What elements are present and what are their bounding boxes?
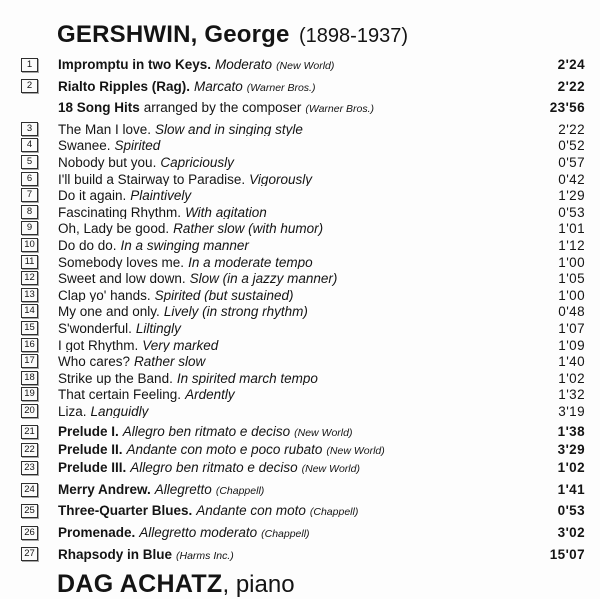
track-number-box: 3 — [21, 122, 38, 136]
track-duration: 1'01 — [558, 221, 585, 237]
track-title: Rialto Ripples (Rag). — [58, 79, 191, 94]
track-row — [21, 101, 585, 117]
track-row — [21, 123, 585, 137]
track-row — [21, 139, 585, 153]
track-row — [21, 388, 585, 402]
track-duration: 1'02 — [557, 460, 585, 476]
track-tempo-marking: Spirited — [114, 139, 161, 153]
artist-credit — [57, 570, 585, 599]
track-title: Do it again. — [58, 189, 127, 203]
track-text — [58, 139, 558, 153]
track-text — [58, 483, 558, 499]
track-number-box: 17 — [21, 354, 38, 368]
track-title: I got Rhythm. — [58, 338, 139, 353]
track-list — [21, 58, 585, 563]
track-publisher: (New World) — [326, 445, 385, 458]
track-text — [58, 526, 558, 542]
track-duration: 2'22 — [557, 78, 585, 94]
track-text — [58, 239, 558, 253]
track-tempo-marking: Liltingly — [135, 321, 181, 336]
track-tempo-marking: Allegretto moderato — [139, 526, 258, 541]
track-number-box: 9 — [21, 221, 38, 235]
track-title: My one and only. — [58, 305, 160, 319]
track-tempo-marking: Very marked — [142, 338, 219, 353]
track-publisher: (New World) — [294, 426, 353, 439]
artist-instrument: , piano — [222, 571, 295, 599]
track-text — [58, 58, 558, 74]
track-number-box: 15 — [21, 321, 38, 335]
track-duration: 1'38 — [557, 423, 585, 439]
track-row — [21, 461, 585, 477]
track-number-box: 21 — [21, 425, 38, 439]
track-number-box: 16 — [21, 338, 38, 352]
track-duration: 2'22 — [558, 121, 585, 137]
track-row — [21, 443, 585, 459]
track-row — [21, 405, 585, 419]
track-text — [58, 123, 558, 137]
track-duration: 1'32 — [558, 387, 585, 403]
track-number-box: 7 — [21, 188, 38, 202]
track-text — [58, 405, 558, 419]
track-duration: 2'24 — [557, 57, 585, 72]
track-text — [58, 289, 558, 303]
track-tempo-marking: Ardently — [185, 388, 235, 402]
track-title: Three-Quarter Blues. — [58, 504, 193, 519]
track-text — [58, 388, 558, 402]
track-tempo-marking: Allegretto — [154, 482, 212, 497]
track-number-box: 23 — [21, 461, 38, 475]
track-text — [58, 256, 558, 270]
track-tempo-marking: Marcato — [194, 79, 243, 94]
track-text — [58, 272, 558, 286]
track-title: Swanee. — [58, 139, 111, 153]
track-row — [21, 206, 585, 220]
track-duration: 0'53 — [558, 204, 585, 220]
track-publisher: (Chappell) — [215, 484, 265, 497]
track-text — [58, 206, 558, 220]
track-duration: 1'05 — [558, 271, 585, 287]
track-title: I'll build a Stairway to Paradise. — [58, 172, 246, 187]
track-number-box: 20 — [21, 404, 38, 418]
track-title: Oh, Lady be good. — [58, 222, 170, 236]
track-title: S'wonderful. — [58, 321, 132, 336]
track-text — [58, 372, 558, 386]
track-duration: 1'40 — [558, 354, 585, 370]
track-row — [21, 80, 585, 96]
track-publisher: (Chappell) — [261, 528, 310, 541]
track-title: Impromptu in two Keys. — [58, 58, 212, 72]
track-duration: 3'19 — [558, 403, 585, 419]
track-tempo-marking: Plaintively — [130, 189, 192, 203]
track-row — [21, 272, 585, 286]
track-number-box: 18 — [21, 371, 38, 385]
track-duration: 0'53 — [557, 503, 585, 519]
track-row — [21, 189, 585, 203]
track-text — [58, 189, 558, 203]
track-number-box: 25 — [21, 504, 38, 518]
track-title: Clap yo' hands. — [58, 288, 151, 303]
track-row — [21, 504, 585, 520]
composer-dates: (1898-1937) — [299, 25, 408, 47]
track-text — [58, 461, 558, 477]
track-row — [21, 425, 585, 441]
track-title: Do do do. — [58, 238, 117, 253]
track-title: Promenade. — [58, 526, 136, 541]
track-text — [58, 355, 558, 369]
track-title: Somebody loves me. — [58, 255, 185, 270]
track-number-box: 27 — [21, 547, 38, 561]
track-number-box: 4 — [21, 138, 38, 152]
track-duration: 1'02 — [558, 370, 585, 386]
track-number-box: 10 — [21, 238, 38, 252]
track-title: Prelude I. — [58, 424, 119, 439]
track-duration: 0'57 — [558, 154, 585, 170]
track-title: The Man I love. — [58, 122, 152, 137]
track-tempo-marking: Slow (in a jazzy manner) — [189, 272, 338, 286]
track-number-box: 19 — [21, 387, 38, 401]
track-number-box: 14 — [21, 304, 38, 318]
track-row — [21, 239, 585, 253]
track-title: Fascinating Rhythm. — [58, 205, 182, 220]
artist-name: DAG ACHATZ — [57, 570, 223, 599]
track-tempo-marking: Lively (in strong rhythm) — [163, 305, 308, 319]
track-number-box: 1 — [21, 58, 38, 72]
track-tempo-marking: Andante con moto e poco rubato — [126, 443, 323, 458]
track-row — [21, 355, 585, 369]
track-tempo-marking: Allegro ben ritmato e deciso — [122, 424, 291, 439]
album-header — [57, 21, 585, 52]
track-tempo-marking: In a moderate tempo — [188, 255, 313, 270]
track-tempo-marking: In spirited march tempo — [176, 371, 318, 386]
track-duration: 15'07 — [549, 546, 585, 562]
track-tempo-marking: Vigorously — [249, 172, 312, 187]
track-duration: 0'42 — [558, 171, 585, 187]
track-number-box: 13 — [21, 288, 38, 302]
track-text — [58, 504, 558, 520]
track-number-box: 6 — [21, 172, 38, 186]
track-title: Prelude III. — [58, 461, 127, 476]
track-row — [21, 322, 585, 336]
track-number-box: 26 — [21, 526, 38, 540]
track-tempo-marking: Languidly — [90, 404, 149, 419]
track-row — [21, 256, 585, 270]
track-tempo-marking: With agitation — [185, 205, 267, 220]
track-publisher: (Warner Bros.) — [246, 81, 316, 94]
track-duration: 1'09 — [558, 337, 585, 353]
track-publisher: (New World) — [301, 463, 360, 476]
track-row — [21, 173, 585, 187]
track-row — [21, 548, 585, 564]
track-title: Merry Andrew. — [58, 482, 151, 497]
track-number-box: 11 — [21, 255, 38, 269]
track-title: Prelude II. — [58, 443, 123, 458]
track-publisher: (Harms Inc.) — [176, 549, 234, 562]
track-publisher: (Warner Bros.) — [305, 103, 375, 116]
track-duration: 1'00 — [558, 287, 585, 303]
composer-name: GERSHWIN, George — [57, 21, 290, 48]
track-title: Strike up the Band. — [58, 371, 173, 386]
track-row — [21, 156, 585, 170]
track-text — [58, 339, 558, 353]
track-duration: 3'29 — [557, 442, 585, 458]
track-duration: 1'12 — [558, 237, 585, 253]
track-text — [58, 548, 550, 564]
track-tempo-marking: Rather slow — [134, 355, 206, 369]
track-number-box: 5 — [21, 155, 38, 169]
track-tempo-marking: Slow and in singing style — [155, 122, 303, 137]
track-text — [58, 443, 558, 459]
track-duration: 0'52 — [558, 138, 585, 154]
track-row — [21, 339, 585, 353]
track-tempo-marking: Andante con moto — [196, 504, 306, 519]
track-row — [21, 483, 585, 499]
track-tempo-marking: In a swinging manner — [120, 238, 249, 253]
track-title: Liza. — [58, 404, 87, 419]
track-row — [21, 372, 585, 386]
track-tempo-marking: Moderato — [215, 58, 273, 72]
track-publisher: (New World) — [276, 60, 335, 72]
track-title: Rhapsody in Blue — [58, 547, 173, 562]
track-tempo-marking: Capriciously — [160, 155, 234, 170]
track-number-box: 24 — [21, 483, 38, 497]
track-number-box: 2 — [21, 79, 38, 93]
track-row — [21, 222, 585, 236]
track-row — [21, 58, 585, 74]
track-title: Sweet and low down. — [58, 272, 186, 286]
track-tempo-marking: Allegro ben ritmato e deciso — [130, 461, 298, 476]
track-duration: 3'02 — [557, 525, 585, 541]
track-text — [58, 425, 558, 441]
track-publisher: (Chappell) — [309, 506, 359, 519]
track-title: That certain Feeling. — [58, 388, 182, 402]
track-title: 18 Song Hits — [58, 101, 140, 116]
track-title: Nobody but you. — [58, 155, 157, 170]
track-number-box: 8 — [21, 205, 38, 219]
track-text — [58, 322, 558, 336]
track-row — [21, 526, 585, 542]
track-text — [58, 156, 558, 170]
track-duration: 1'07 — [558, 320, 585, 336]
track-text — [58, 222, 558, 236]
track-duration: 1'00 — [558, 254, 585, 270]
track-text — [58, 101, 550, 117]
track-row — [21, 289, 585, 303]
track-tempo-marking: Spirited (but sustained) — [154, 288, 294, 303]
track-row — [21, 305, 585, 319]
track-duration: 1'41 — [557, 481, 585, 497]
track-duration: 23'56 — [549, 100, 585, 116]
track-title: Who cares? — [58, 355, 131, 369]
track-arranger-note: arranged by the composer — [143, 101, 302, 116]
track-number-box: 12 — [21, 271, 38, 285]
track-text — [58, 173, 558, 187]
track-text — [58, 305, 558, 319]
track-number-box: 22 — [21, 443, 38, 457]
track-tempo-marking: Rather slow (with humor) — [173, 222, 324, 236]
track-text — [58, 80, 558, 96]
track-duration: 1'29 — [558, 188, 585, 204]
track-duration: 0'48 — [558, 304, 585, 320]
